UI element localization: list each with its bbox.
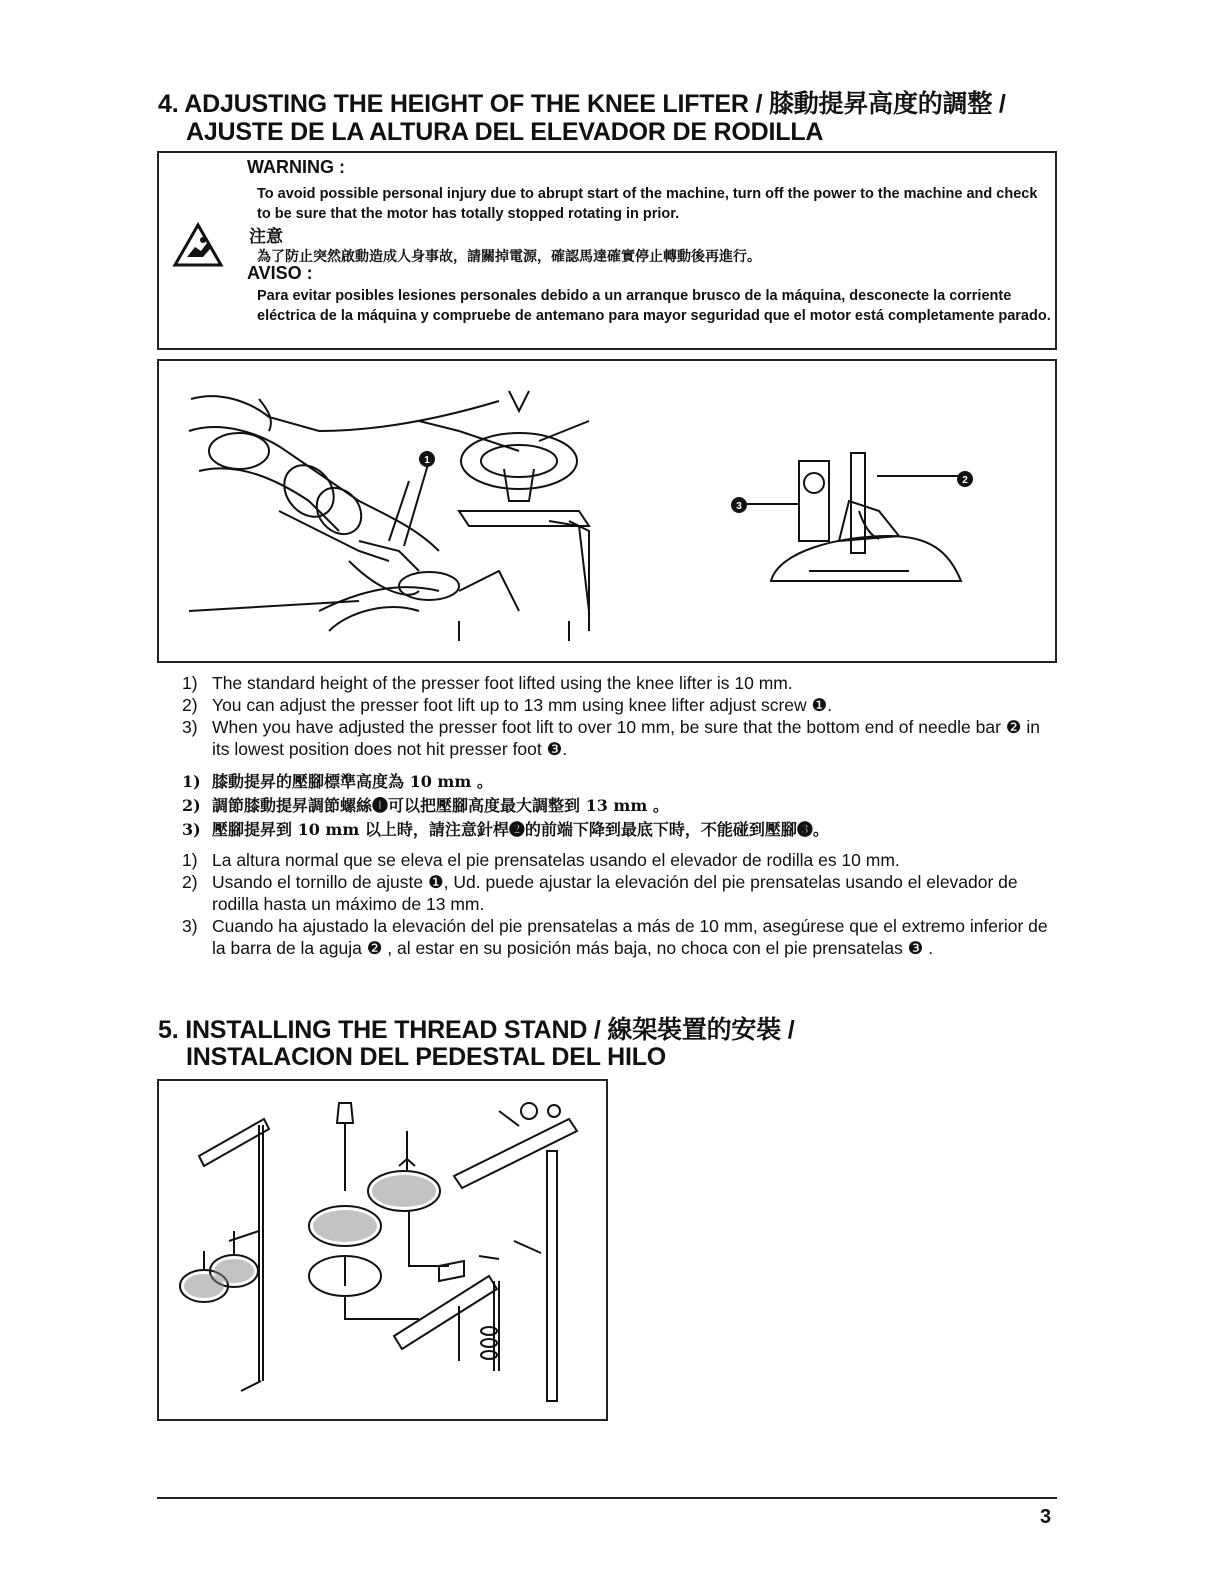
spanish-instructions (182, 849, 1062, 959)
list-item: 2) Usando el tornillo de ajuste ❶, Ud. puede ajustar la elevación del pie prensatelas usando el elevador de rodilla hasta un máximo de 13 mm. (182, 872, 1018, 914)
footer-rule (157, 1497, 1057, 1499)
list-item: 2) 調節膝動提昇調節螺絲❶可以把壓腳高度最大調整到 13 mm 。 (182, 796, 669, 815)
list-item: 1) La altura normal que se eleva el pie prensatelas usando el elevador de rodilla es 10 mm. (182, 850, 900, 870)
warning-triangle-icon (173, 223, 223, 267)
warning-zh-title: 注意 (249, 227, 283, 247)
section4-title-line2: AJUSTE DE LA ALTURA DEL ELEVADOR DE RODILLA (186, 118, 824, 146)
aviso-text: Para evitar posibles lesiones personales debido a un arranque brusco de la máquina, desconecte la corriente eléctrica de la máquina y compruebe de antemano para mayor seguridad que el motor está completamente parado. (257, 288, 1051, 324)
page-number: 3 (1040, 1506, 1052, 1528)
section5-title-line1: 5. INSTALLING THE THREAD STAND / 線架裝置的安裝 / (158, 1016, 795, 1044)
list-item: 2) You can adjust the presser foot lift up to 13 mm using knee lifter adjust screw ❶. (182, 695, 833, 715)
list-item: 3) Cuando ha ajustado la elevación del pie prensatelas a más de 10 mm, asegúrese que el extremo inferior de la barra de la aguja ❷ , al estar en su posición más baja, no choca con el pie prensatelas ❸ . (182, 916, 1048, 958)
knee-lifter-illustration (159, 361, 1059, 665)
warning-title: WARNING : (247, 157, 345, 177)
svg-text:2: 2 (962, 475, 968, 486)
list-item: 1) The standard height of the presser foot lifted using the knee lifter is 10 mm. (182, 673, 793, 693)
thread-stand-figure-box (157, 1079, 608, 1421)
aviso-title: AVISO : (247, 263, 313, 283)
section4-title-line1: 4. ADJUSTING THE HEIGHT OF THE KNEE LIFTER / 膝動提昇高度的調整 / (158, 90, 1006, 118)
list-item: 3) 壓腳提昇到 10 mm 以上時，請注意針桿❷的前端下降到最底下時，不能碰到壓腳❸。 (182, 820, 829, 839)
knee-lifter-figure-box (157, 359, 1057, 663)
chinese-instructions (182, 770, 1062, 842)
english-instructions (182, 672, 1062, 760)
list-item: 3) When you have adjusted the presser foot lift to over 10 mm, be sure that the bottom end of needle bar ❷ in its lowest position does not hit presser foot ❸. (182, 717, 1040, 759)
list-item: 1) 膝動提昇的壓腳標準高度為 10 mm 。 (182, 772, 493, 791)
section5-title-line2: INSTALACION DEL PEDESTAL DEL HILO (186, 1043, 667, 1071)
svg-text:3: 3 (736, 501, 742, 512)
warning-zh-text: 為了防止突然啟動造成人身事故，請關掉電源，確認馬達確實停止轉動後再進行。 (257, 249, 761, 265)
thread-stand-illustration (159, 1081, 610, 1423)
warning-text: To avoid possible personal injury due to abrupt start of the machine, turn off the power to the machine and check to be sure that the motor has totally stopped rotating in prior. (257, 186, 1038, 222)
warning-box (157, 151, 1057, 350)
svg-text:1: 1 (424, 455, 430, 466)
